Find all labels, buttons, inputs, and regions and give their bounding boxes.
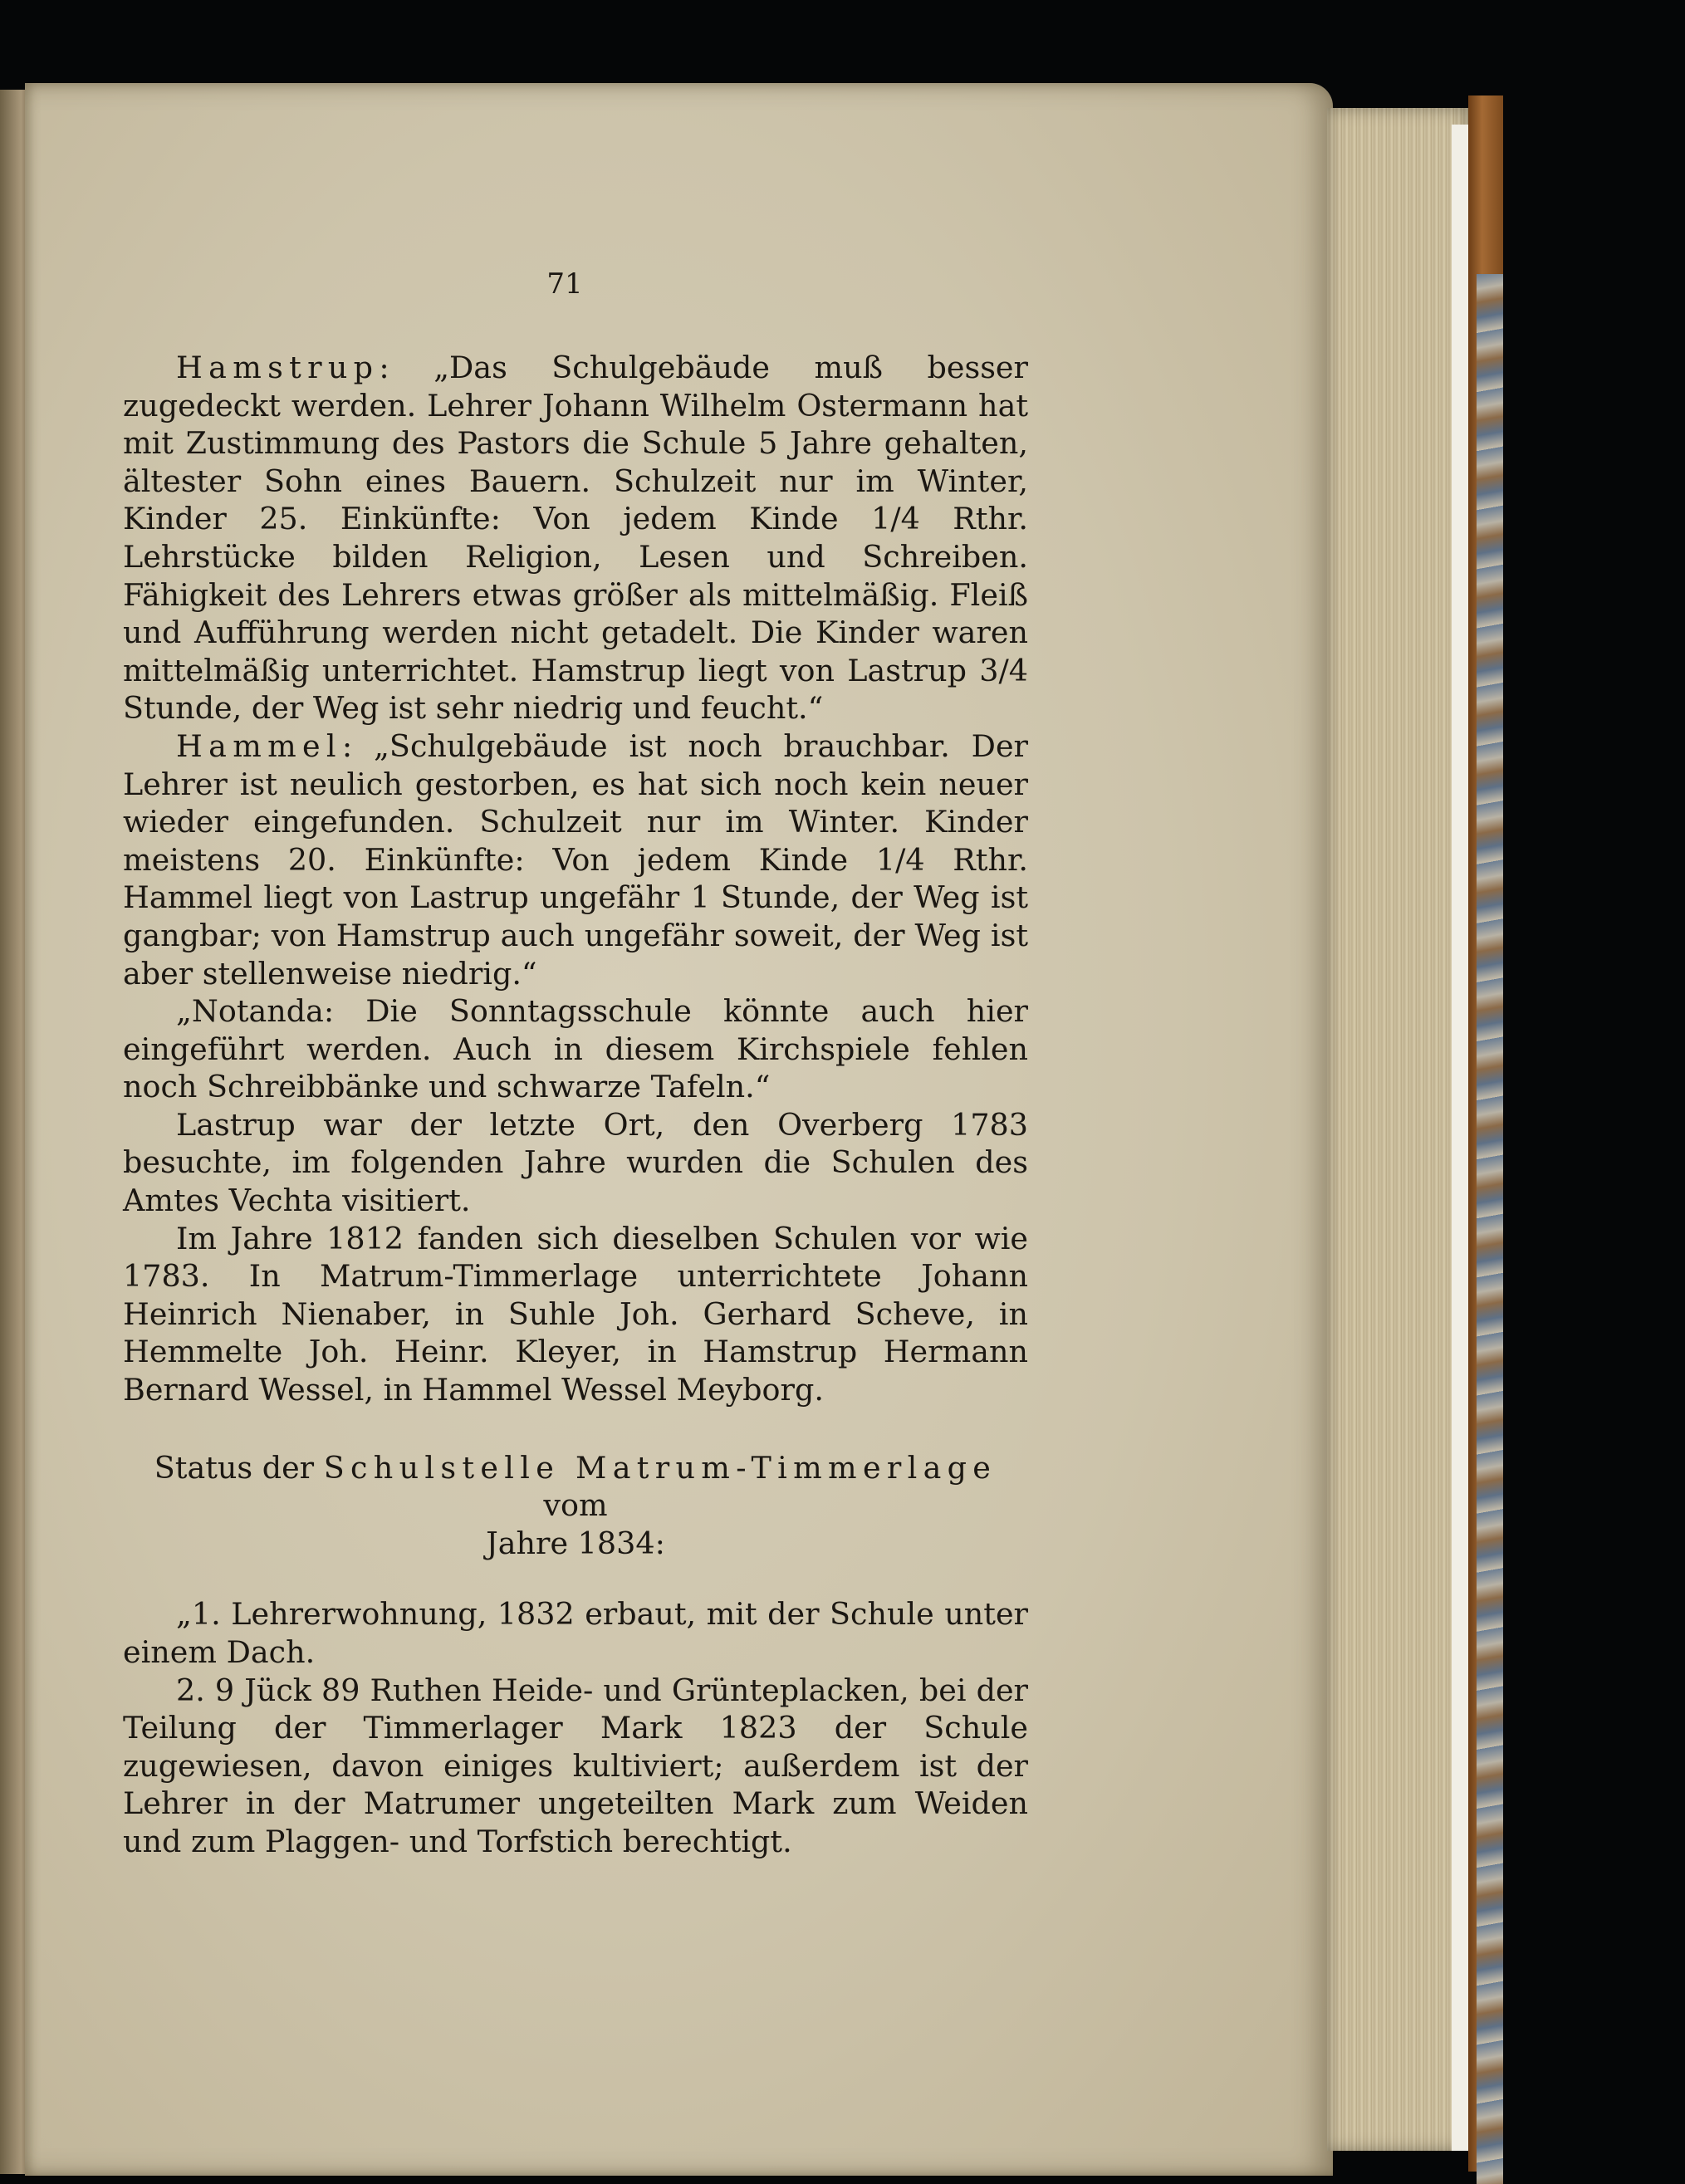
list-item: „1. Lehrerwohnung, 1832 erbaut, mit der Schule unter einem Dach. bbox=[123, 1596, 1028, 1670]
place-name: Hammel bbox=[176, 727, 342, 764]
page-text bbox=[123, 349, 1028, 1861]
heading-spaced: Schulstelle Matrum-Timmerlage bbox=[323, 1449, 997, 1486]
paragraph-text: : „Schulgebäude ist noch brauchbar. Der Lehrer ist neulich gestorben, es hat sich noch kein neuer wieder eingefunden. Schulzeit nur im Winter. Kinder meistens 20. Einkünfte: Von jedem Kinde 1/4 Rthr. Hammel liegt von Lastrup ungefähr 1 Stunde, der Weg ist gangbar; von Hamstrup auch ungefähr soweit, der Weg ist aber stellenweise niedrig.“ bbox=[123, 727, 1028, 992]
paragraph-1812 bbox=[123, 1220, 1028, 1409]
paragraph-text: : „Das Schulgebäude muß besser zugedeckt werden. Lehrer Johann Wilhelm Ostermann hat mit Zustimmung des Pastors die Schule 5 Jahre gehalten, ältester Sohn eines Bauern. Schulzeit nur im Winter, Kinder 25. Einkünfte: Von jedem Kinde 1/4 Rthr. Lehrstücke bilden Religion, Lesen und Schreiben. Fähigkeit des Lehrers etwas größer als mittelmäßig. Fleiß und Aufführung werden nicht getadelt. Die Kinder waren mittelmäßig unterrichtet. Hamstrup liegt von Lastrup 3/4 Stunde, der Weg ist sehr niedrig und feucht.“ bbox=[123, 350, 1028, 727]
heading-suffix: vom bbox=[543, 1487, 608, 1524]
paragraph-lastrup bbox=[123, 1106, 1028, 1220]
place-name: Hamstrup bbox=[176, 350, 380, 385]
section-heading-line2: Jahre 1834: bbox=[486, 1525, 665, 1561]
paragraph-hammel bbox=[123, 727, 1028, 992]
paragraph-text: Im Jahre 1812 fanden sich dieselben Schulen vor wie 1783. In Matrum-Timmerlage unterrichtete Johann Heinrich Nienaber, in Suhle Joh. Gerhard Scheve, in Hemmelte Joh. Heinr. Kleyer, in Hamstrup Hermann Bernard Wessel, in Hammel Wessel Meyborg. bbox=[123, 1220, 1028, 1408]
page-number: 71 bbox=[546, 267, 583, 301]
paragraph-hamstrup bbox=[123, 349, 1028, 727]
marbled-endpaper bbox=[1477, 274, 1503, 2184]
paragraph-text: Lastrup war der letzte Ort, den Overberg 1783 besuchte, im folgenden Jahre wurden die Schulen des Amtes Vechta visitiert. bbox=[123, 1106, 1028, 1219]
paragraph-text: „Notanda: Die Sonntagsschule könnte auch hier eingeführt werden. Auch in diesem Kirchspiele fehlen noch Schreibbänke und schwarze Tafeln.“ bbox=[123, 993, 1028, 1105]
paper-strip bbox=[1452, 125, 1470, 2151]
list-item: 2. 9 Jück 89 Ruthen Heide- und Grünteplacken, bei der Teilung der Timmerlager Mark 1823 der Schule zugewiesen, davon einiges kultiviert; außerdem ist der Lehrer in der Matrumer ungeteilten Mark zum Weiden und zum Plaggen- und Torfstich berechtigt. bbox=[123, 1672, 1028, 1859]
section-heading bbox=[123, 1449, 1028, 1525]
paragraph-notanda bbox=[123, 992, 1028, 1106]
page-block-edges bbox=[1327, 108, 1468, 2151]
heading-prefix: Status der bbox=[154, 1449, 315, 1486]
